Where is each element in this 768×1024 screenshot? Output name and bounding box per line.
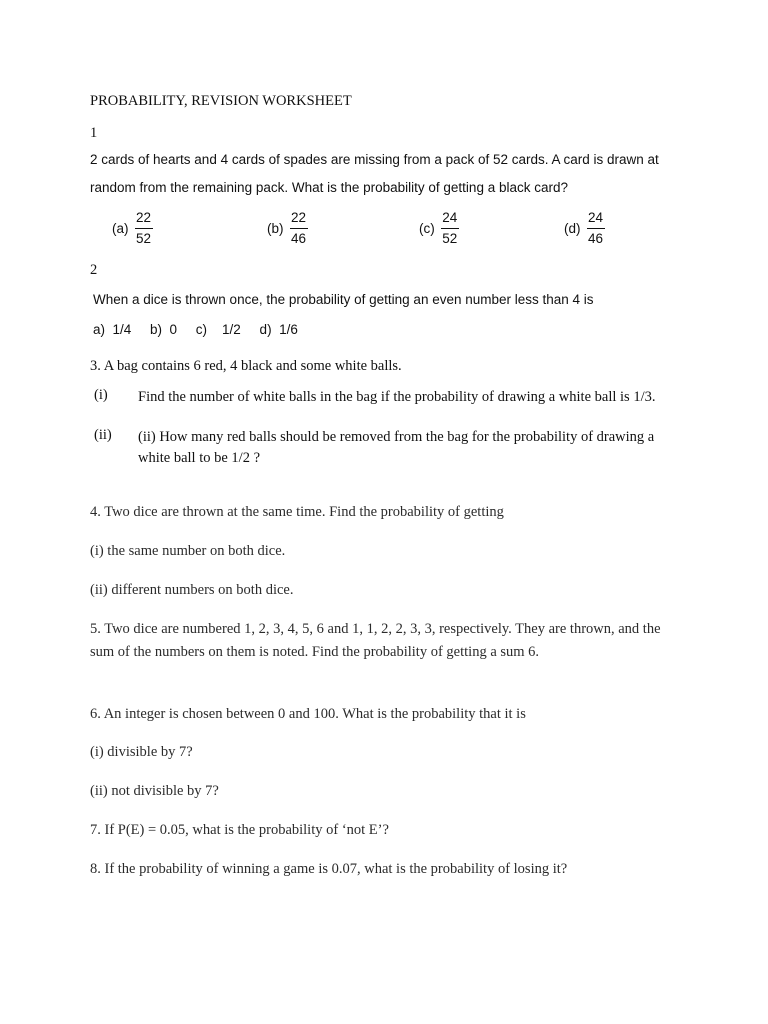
option-letter: (c): [419, 220, 435, 236]
option-letter: (a): [112, 220, 129, 236]
fraction-numerator: 22: [290, 210, 307, 225]
fraction-numerator: 24: [587, 210, 604, 225]
q2-text: When a dice is thrown once, the probability of getting an even number less than 4 is: [93, 292, 594, 307]
q1-option-c: [419, 208, 459, 248]
q1-number: 1: [90, 125, 98, 141]
option-letter: (d): [564, 220, 581, 236]
fraction-numerator: 22: [135, 210, 152, 225]
q6-part-i: (i) divisible by 7?: [90, 744, 193, 760]
q8-text: 8. If the probability of winning a game is 0.07, what is the probability of losing it?: [90, 861, 568, 877]
fraction-denominator: 52: [135, 230, 152, 246]
q6-text: 6. An integer is chosen between 0 and 100. What is the probability that it is: [90, 706, 526, 722]
q3-part-text: (ii) How many red balls should be removed from the bag for the probability of drawing a white ball to be 1/2 ?: [138, 429, 655, 466]
q3-part-ii: [90, 427, 690, 469]
worksheet-title: PROBABILITY, REVISION WORKSHEET: [90, 93, 352, 109]
q3-part-text: Find the number of white balls in the bag if the probability of drawing a white ball is 1/3.: [138, 389, 656, 405]
q3-part-label: (ii): [94, 427, 112, 443]
fraction-numerator: 24: [442, 210, 458, 225]
q3-part-i: [90, 387, 690, 429]
fraction: [135, 211, 153, 245]
fraction: [290, 211, 308, 245]
q5-text: 5. Two dice are numbered 1, 2, 3, 4, 5, 6 and 1, 1, 2, 2, 3, 3, respectively. They are thrown, and the sum of the numbers on them is noted. Find the probability of getting a sum 6.: [90, 621, 661, 660]
q2-number: 2: [90, 262, 98, 278]
q1-option-b: [267, 208, 308, 248]
fraction-denominator: 52: [442, 230, 458, 246]
fraction-denominator: 46: [587, 230, 604, 246]
option-letter: (b): [267, 220, 284, 236]
q3-part-label: (i): [94, 387, 108, 403]
q1-option-a: [112, 208, 153, 248]
q7-text: 7. If P(E) = 0.05, what is the probability of ‘not E’?: [90, 822, 389, 838]
q4-part-i: (i) the same number on both dice.: [90, 543, 286, 559]
q4-part-ii: (ii) different numbers on both dice.: [90, 582, 294, 598]
q4-text: 4. Two dice are thrown at the same time. Find the probability of getting: [90, 504, 504, 520]
q1-line2: random from the remaining pack. What is the probability of getting a black card?: [90, 180, 568, 195]
q1-option-d: [564, 208, 605, 248]
fraction: [587, 211, 605, 245]
q6-part-ii: (ii) not divisible by 7?: [90, 783, 219, 799]
q3-text: 3. A bag contains 6 red, 4 black and some white balls.: [90, 358, 402, 374]
fraction: [441, 211, 459, 245]
fraction-denominator: 46: [290, 230, 307, 246]
q2-options: a) 1/4 b) 0 c) 1/2 d) 1/6: [93, 322, 298, 337]
q1-line1: 2 cards of hearts and 4 cards of spades are missing from a pack of 52 cards. A card is drawn at: [90, 152, 659, 167]
